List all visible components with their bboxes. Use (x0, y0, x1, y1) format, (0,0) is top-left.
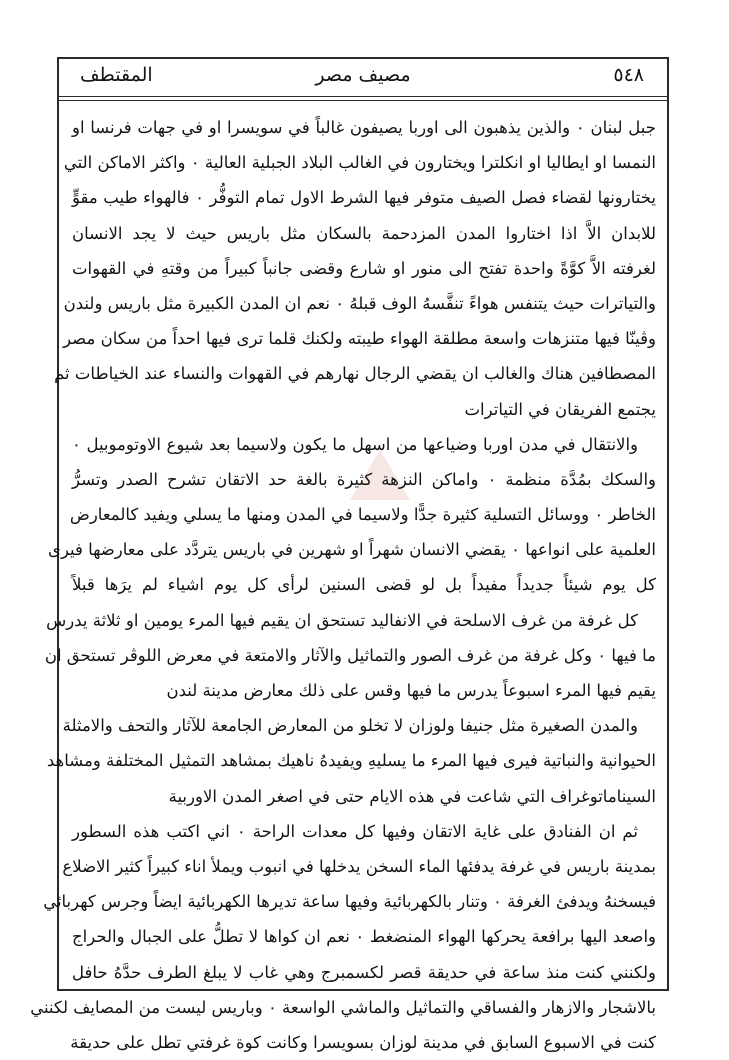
text-line: كنت في الاسبوع السابق في مدينة لوزان بسويسرا وكانت كوة غرفتي تطل على حديقة (70, 1032, 656, 1052)
text-line: الحيوانية والنباتية فيرى فيها المرء ما يسليهِ ويفيدهُ ناهيك بمشاهد التمثيل المختلفة ومشاهد (46, 751, 656, 771)
text-line: الخاطر ٠ ووسائل التسلية كثيرة جدًّا ولاسيما في المدن ومنها ما يسلي ويفيد كالمعارض (69, 505, 656, 525)
text-line: وڤينّا فيها متنزهات واسعة مطلقة الهواء طيبته ولكنك قلما ترى فيها احداً من سكان مصر (63, 329, 656, 349)
text-line: والتياترات حيث يتنفس هواءً تنفَّسهُ الوف قبلهُ ٠ نعم ان المدن الكبيرة مثل باريس ولندن (63, 293, 656, 313)
text-line: والانتقال في مدن اوربا وضياعها من اسهل ما يكون ولاسيما بعد شيوع الاوتوموبيل ٠ (72, 434, 638, 454)
text-line: ما فيها ٠ وكل غرفة من غرف الصور والتماثيل والآثار والامتعة في معرض اللوڤر تستحق ان (44, 645, 656, 665)
text-line: المصطافين هناك والغالب ان يقضي الرجال نهارهم في القهوات والنساء عند الخياطات ثم (54, 364, 656, 384)
journal-title: المقتطف (80, 64, 153, 86)
text-line: واصعد اليها برافعة يحركها الهواء المنضغط ٠ نعم ان كواها لا تطلُّ على الجبال والحراج (72, 927, 656, 947)
text-line: يقيم فيها المرء اسبوعاً يدرس ما فيها وقس على ذلك معارض مدينة لندن (166, 681, 656, 700)
text-line: ولكنني كنت منذ ساعة في حديقة قصر لكسمبرج وهي غاب لا يبلغ الطرف حدَّهُ حافل (72, 962, 656, 982)
text-line: العلمية على انواعها ٠ يقضي الانسان شهراً او شهرين في باريس يتردَّد على معارضها فيرى (48, 540, 656, 560)
text-line: كل غرفة من غرف الاسلحة في الانفاليد تستحق ان يقيم فيها المرء يومين او ثلاثة يدرس (46, 610, 638, 630)
running-header (70, 64, 656, 92)
text-line: بمدينة باريس في غرفة يدفئها الماء السخن يدخلها في انبوب ويملأ اناء كبيراً كثير الاضلاع (62, 856, 656, 876)
text-line: بالاشجار والازهار والفساقي والتماثيل والماشي الواسعة ٠ وباريس ليست من المصايف لكنني (30, 997, 656, 1017)
text-line: للابدان الاَّ اذا اختاروا المدن المزدحمة بالسكان مثل باريس حيث لا يجد الانسان (72, 223, 656, 243)
text-line: والسكك بمُدَّة منظمة ٠ واماكن النزهة كثيرة بالغة حد الاتقان تشرح الصدر وتسرُّ (72, 469, 656, 489)
text-line: جبل لبنان ٠ والذين يذهبون الى اوربا يصيفون غالباً في سويسرا او في جهات فرنسا او (72, 118, 656, 137)
article-body (30, 110, 656, 1060)
text-line: كل يوم شيئاً جديداً مفيداً بل لو قضى السنين لرأى كل يوم اشياء لم يرَها قبلاً (72, 575, 656, 595)
text-line: السيناماتوغراف التي شاعت في هذه الايام حتى في اصغر المدن الاوربية (168, 786, 656, 806)
text-line: يجتمع الفريقان في التياترات (464, 399, 656, 419)
text-line: يختارونها لقضاء فصل الصيف متوفر فيها الشرط الاول تمام التوفُّر ٠ فالهواء طيب مقوٍّ (72, 188, 656, 208)
text-line: فيسخنهُ ويدفئ الغرفة ٠ وتنار بالكهربائية وفيها ساعة تديرها الكهربائية ايضاً وجرس كهربائي (43, 892, 656, 912)
page-number: ٥٤٨ (613, 64, 644, 86)
header-rule-thin (57, 100, 669, 101)
text-line: ثم ان الفنادق على غاية الاتقان وفيها كل معدات الراحة ٠ اني اكتب هذه السطور (72, 821, 638, 841)
text-line: والمدن الصغيرة مثل جنيفا ولوزان لا تخلو من المعارض الجامعة للآثار والتحف والامثلة (62, 716, 638, 736)
section-title: مصيف مصر (315, 64, 411, 86)
text-line: لغرفته الاَّ كوَّةً واحدة تفتح الى منور او شارع وقضى جانباً كبيراً من وقتهِ في القهوات (72, 258, 656, 278)
header-rule (57, 96, 669, 97)
text-line: النمسا او ايطاليا او انكلترا ويختارون في الغالب البلاد الجبلية العالية ٠ واكثر الاماكن التي (63, 153, 656, 173)
